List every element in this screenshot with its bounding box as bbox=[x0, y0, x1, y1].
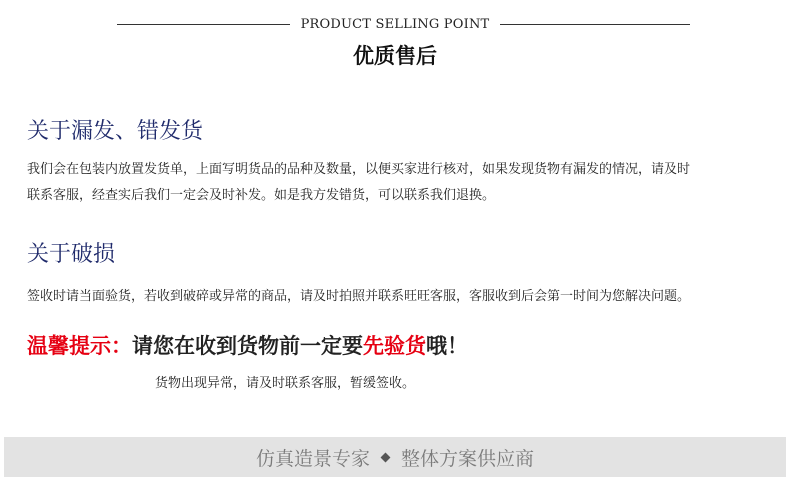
footer-bar bbox=[4, 437, 786, 477]
footer-left-text: 仿真造景专家 bbox=[255, 447, 370, 470]
body-line: 我们会在包装内放置发货单，上面写明货品的品种及数量，以便买家进行核对，如果发现货物有漏发的情况，请及时 bbox=[27, 162, 691, 177]
body-line: 签收时请当面验货，若收到破碎或异常的商品，请及时拍照并联系旺旺客服，客服收到后会第一时间为您解决问题。 bbox=[27, 289, 691, 304]
section-title-missing-wrong-shipment: 关于漏发、错发货 bbox=[27, 119, 204, 144]
page-title: 优质售后 bbox=[353, 43, 437, 68]
tip-highlight: 先验货 bbox=[363, 334, 426, 358]
section-body-missing-wrong-shipment bbox=[27, 157, 690, 209]
tip-sub-text: 货物出现异常，请及时联系客服，暂缓签收。 bbox=[155, 376, 416, 391]
header-english-title: PRODUCT SELLING POINT bbox=[300, 17, 490, 32]
section-title-damage: 关于破损 bbox=[27, 242, 116, 267]
tip-line bbox=[27, 330, 468, 360]
section-body-damage bbox=[27, 284, 690, 310]
header-line-left bbox=[117, 24, 290, 25]
tip-text-before: 请您在收到货物前一定要 bbox=[132, 334, 363, 358]
diamond-icon bbox=[381, 452, 391, 462]
header-line-right bbox=[500, 24, 690, 25]
footer-right-text: 整体方案供应商 bbox=[401, 447, 535, 470]
body-line: 联系客服，经查实后我们一定会及时补发。如是我方发错货，可以联系我们退换。 bbox=[27, 188, 496, 203]
tip-label: 温馨提示： bbox=[27, 334, 132, 358]
tip-text-after: 哦！ bbox=[426, 334, 468, 358]
